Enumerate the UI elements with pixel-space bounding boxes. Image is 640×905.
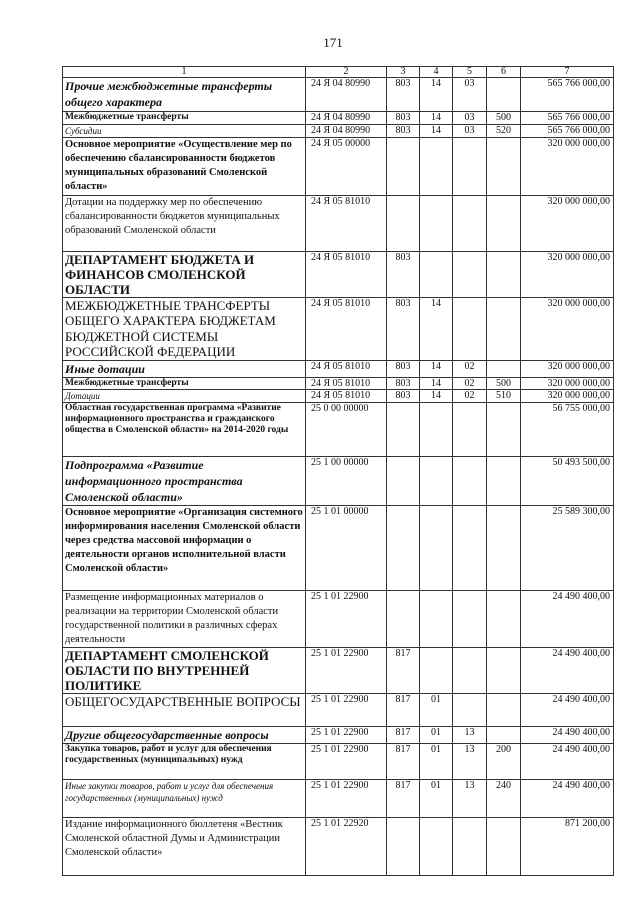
subsection-code-cell (453, 297, 487, 360)
header-cell: 6 (487, 67, 521, 78)
ministry-code-cell (387, 506, 420, 591)
row-name-cell: Размещение информационных материалов о реализации на территории Смоленской области государственной политики в различных сферах деятельности (63, 591, 306, 648)
amount-cell: 320 000 000,00 (521, 195, 614, 251)
amount-cell: 871 200,00 (521, 818, 614, 876)
row-name-cell: Областная государственная программа «Развитие информационного пространства и гражданского общества в Смоленской области» на 2014-2020 годы (63, 403, 306, 457)
section-code-cell (420, 195, 453, 251)
target-article-code-cell: 25 1 01 22900 (306, 591, 387, 648)
table-row (63, 506, 614, 591)
row-name-cell: Дотации на поддержку мер по обеспечению сбалансированности бюджетов муниципальных образований Смоленской области (63, 195, 306, 251)
budget-table (62, 66, 614, 876)
ministry-code-cell (387, 195, 420, 251)
amount-cell: 24 490 400,00 (521, 744, 614, 780)
amount-cell: 24 490 400,00 (521, 727, 614, 744)
section-code-cell: 14 (420, 112, 453, 125)
expense-type-code-cell (487, 251, 521, 297)
ministry-code-cell: 803 (387, 112, 420, 125)
ministry-code-cell: 817 (387, 744, 420, 780)
expense-type-code-cell (487, 195, 521, 251)
section-code-cell (420, 251, 453, 297)
row-name-cell: Другие общегосударственные вопросы (63, 727, 306, 744)
table-row (63, 297, 614, 360)
amount-cell: 320 000 000,00 (521, 297, 614, 360)
subsection-code-cell (453, 506, 487, 591)
ministry-code-cell (387, 137, 420, 195)
ministry-code-cell (387, 591, 420, 648)
amount-cell: 565 766 000,00 (521, 78, 614, 112)
table-row (63, 377, 614, 390)
subsection-code-cell (453, 137, 487, 195)
target-article-code-cell: 24 Я 05 81010 (306, 390, 387, 403)
amount-cell: 320 000 000,00 (521, 377, 614, 390)
ministry-code-cell: 803 (387, 78, 420, 112)
section-code-cell (420, 591, 453, 648)
ministry-code-cell: 803 (387, 360, 420, 377)
amount-cell: 320 000 000,00 (521, 390, 614, 403)
row-name-cell: ДЕПАРТАМЕНТ СМОЛЕНСКОЙ ОБЛАСТИ ПО ВНУТРЕННЕЙ ПОЛИТИКЕ (63, 648, 306, 694)
row-name-cell: Межбюджетные трансферты (63, 112, 306, 125)
expense-type-code-cell (487, 818, 521, 876)
target-article-code-cell: 24 Я 05 00000 (306, 137, 387, 195)
expense-type-code-cell (487, 506, 521, 591)
table-row (63, 648, 614, 694)
amount-cell: 320 000 000,00 (521, 360, 614, 377)
table-row (63, 744, 614, 780)
row-name-cell: Межбюджетные трансферты (63, 377, 306, 390)
ministry-code-cell: 803 (387, 251, 420, 297)
ministry-code-cell: 803 (387, 377, 420, 390)
expense-type-code-cell: 200 (487, 744, 521, 780)
row-name-cell: Иные дотации (63, 360, 306, 377)
subsection-code-cell (453, 648, 487, 694)
section-code-cell: 14 (420, 377, 453, 390)
expense-type-code-cell: 510 (487, 390, 521, 403)
subsection-code-cell: 02 (453, 360, 487, 377)
target-article-code-cell: 24 Я 04 80990 (306, 78, 387, 112)
table-row (63, 251, 614, 297)
table-row (63, 124, 614, 137)
target-article-code-cell: 25 1 01 22900 (306, 694, 387, 727)
expense-type-code-cell: 500 (487, 112, 521, 125)
row-name-cell: Иные закупки товаров, работ и услуг для обеспечения государственных (муниципальных) нужд (63, 780, 306, 818)
table-row (63, 591, 614, 648)
expense-type-code-cell: 240 (487, 780, 521, 818)
section-code-cell: 01 (420, 727, 453, 744)
expense-type-code-cell (487, 403, 521, 457)
target-article-code-cell: 24 Я 05 81010 (306, 360, 387, 377)
table-row (63, 195, 614, 251)
subsection-code-cell (453, 457, 487, 506)
amount-cell: 24 490 400,00 (521, 648, 614, 694)
ministry-code-cell: 817 (387, 727, 420, 744)
target-article-code-cell: 25 1 00 00000 (306, 457, 387, 506)
row-name-cell: Закупка товаров, работ и услуг для обеспечения государственных (муниципальных) нужд (63, 744, 306, 780)
amount-cell: 565 766 000,00 (521, 112, 614, 125)
header-cell: 4 (420, 67, 453, 78)
row-name-cell: МЕЖБЮДЖЕТНЫЕ ТРАНСФЕРТЫ ОБЩЕГО ХАРАКТЕРА БЮДЖЕТАМ БЮДЖЕТНОЙ СИСТЕМЫ РОССИЙСКОЙ ФЕДЕРАЦИИ (63, 297, 306, 360)
target-article-code-cell: 24 Я 05 81010 (306, 377, 387, 390)
expense-type-code-cell (487, 78, 521, 112)
amount-cell: 24 490 400,00 (521, 694, 614, 727)
section-code-cell (420, 137, 453, 195)
expense-type-code-cell (487, 457, 521, 506)
target-article-code-cell: 25 1 01 22900 (306, 780, 387, 818)
expense-type-code-cell (487, 137, 521, 195)
target-article-code-cell: 25 1 01 22900 (306, 648, 387, 694)
row-name-cell: ДЕПАРТАМЕНТ БЮДЖЕТА И ФИНАНСОВ СМОЛЕНСКОЙ ОБЛАСТИ (63, 251, 306, 297)
subsection-code-cell: 03 (453, 124, 487, 137)
header-cell: 3 (387, 67, 420, 78)
amount-cell: 320 000 000,00 (521, 137, 614, 195)
ministry-code-cell (387, 818, 420, 876)
subsection-code-cell (453, 251, 487, 297)
table-row (63, 112, 614, 125)
table-row (63, 360, 614, 377)
expense-type-code-cell (487, 297, 521, 360)
header-cell: 5 (453, 67, 487, 78)
table-row (63, 694, 614, 727)
subsection-code-cell: 02 (453, 390, 487, 403)
section-code-cell: 14 (420, 78, 453, 112)
subsection-code-cell: 03 (453, 78, 487, 112)
row-name-cell: Издание информационного бюллетеня «Вестник Смоленской областной Думы и Администрации Смоленской области» (63, 818, 306, 876)
target-article-code-cell: 25 0 00 00000 (306, 403, 387, 457)
target-article-code-cell: 25 1 01 00000 (306, 506, 387, 591)
section-code-cell: 14 (420, 297, 453, 360)
ministry-code-cell: 817 (387, 780, 420, 818)
subsection-code-cell: 13 (453, 727, 487, 744)
subsection-code-cell: 13 (453, 744, 487, 780)
row-name-cell: Основное мероприятие «Осуществление мер по обеспечению сбалансированности бюджетов муниципальных образований Смоленской области» (63, 137, 306, 195)
ministry-code-cell (387, 457, 420, 506)
section-code-cell (420, 506, 453, 591)
row-name-cell: Основное мероприятие «Организация системного информирования населения Смоленской области через средства массовой информации о деятельности органов исполнительной власти Смоленской области» (63, 506, 306, 591)
ministry-code-cell (387, 403, 420, 457)
amount-cell: 25 589 300,00 (521, 506, 614, 591)
row-name-cell: Подпрограмма «Развитие информационного пространства Смоленской области» (63, 457, 306, 506)
section-code-cell (420, 648, 453, 694)
subsection-code-cell: 03 (453, 112, 487, 125)
header-cell: 7 (521, 67, 614, 78)
subsection-code-cell (453, 591, 487, 648)
section-code-cell: 14 (420, 390, 453, 403)
header-cell: 1 (63, 67, 306, 78)
amount-cell: 565 766 000,00 (521, 124, 614, 137)
target-article-code-cell: 25 1 01 22900 (306, 727, 387, 744)
table-header-row (63, 67, 614, 78)
subsection-code-cell (453, 818, 487, 876)
ministry-code-cell: 803 (387, 124, 420, 137)
ministry-code-cell: 817 (387, 694, 420, 727)
table-row (63, 403, 614, 457)
section-code-cell (420, 818, 453, 876)
expense-type-code-cell (487, 648, 521, 694)
header-cell: 2 (306, 67, 387, 78)
section-code-cell (420, 457, 453, 506)
expense-type-code-cell (487, 727, 521, 744)
row-name-cell: Дотации (63, 390, 306, 403)
expense-type-code-cell (487, 694, 521, 727)
amount-cell: 56 755 000,00 (521, 403, 614, 457)
page-number: 171 (323, 35, 343, 50)
subsection-code-cell: 13 (453, 780, 487, 818)
target-article-code-cell: 25 1 01 22920 (306, 818, 387, 876)
table-row (63, 727, 614, 744)
amount-cell: 24 490 400,00 (521, 591, 614, 648)
table-row (63, 137, 614, 195)
target-article-code-cell: 24 Я 05 81010 (306, 297, 387, 360)
section-code-cell: 01 (420, 694, 453, 727)
ministry-code-cell: 803 (387, 390, 420, 403)
row-name-cell: Субсидии (63, 124, 306, 137)
amount-cell: 320 000 000,00 (521, 251, 614, 297)
subsection-code-cell (453, 694, 487, 727)
expense-type-code-cell: 520 (487, 124, 521, 137)
table-row (63, 78, 614, 112)
subsection-code-cell (453, 403, 487, 457)
table-row (63, 390, 614, 403)
table-row (63, 457, 614, 506)
target-article-code-cell: 24 Я 04 80990 (306, 112, 387, 125)
expense-type-code-cell: 500 (487, 377, 521, 390)
ministry-code-cell: 817 (387, 648, 420, 694)
section-code-cell (420, 403, 453, 457)
target-article-code-cell: 24 Я 04 80990 (306, 124, 387, 137)
section-code-cell: 01 (420, 744, 453, 780)
subsection-code-cell: 02 (453, 377, 487, 390)
row-name-cell: Прочие межбюджетные трансферты общего характера (63, 78, 306, 112)
table-row (63, 780, 614, 818)
section-code-cell: 14 (420, 360, 453, 377)
row-name-cell: ОБЩЕГОСУДАРСТВЕННЫЕ ВОПРОСЫ (63, 694, 306, 727)
target-article-code-cell: 24 Я 05 81010 (306, 251, 387, 297)
section-code-cell: 01 (420, 780, 453, 818)
amount-cell: 50 493 500,00 (521, 457, 614, 506)
section-code-cell: 14 (420, 124, 453, 137)
expense-type-code-cell (487, 360, 521, 377)
table-row (63, 818, 614, 876)
target-article-code-cell: 25 1 01 22900 (306, 744, 387, 780)
target-article-code-cell: 24 Я 05 81010 (306, 195, 387, 251)
subsection-code-cell (453, 195, 487, 251)
ministry-code-cell: 803 (387, 297, 420, 360)
amount-cell: 24 490 400,00 (521, 780, 614, 818)
expense-type-code-cell (487, 591, 521, 648)
